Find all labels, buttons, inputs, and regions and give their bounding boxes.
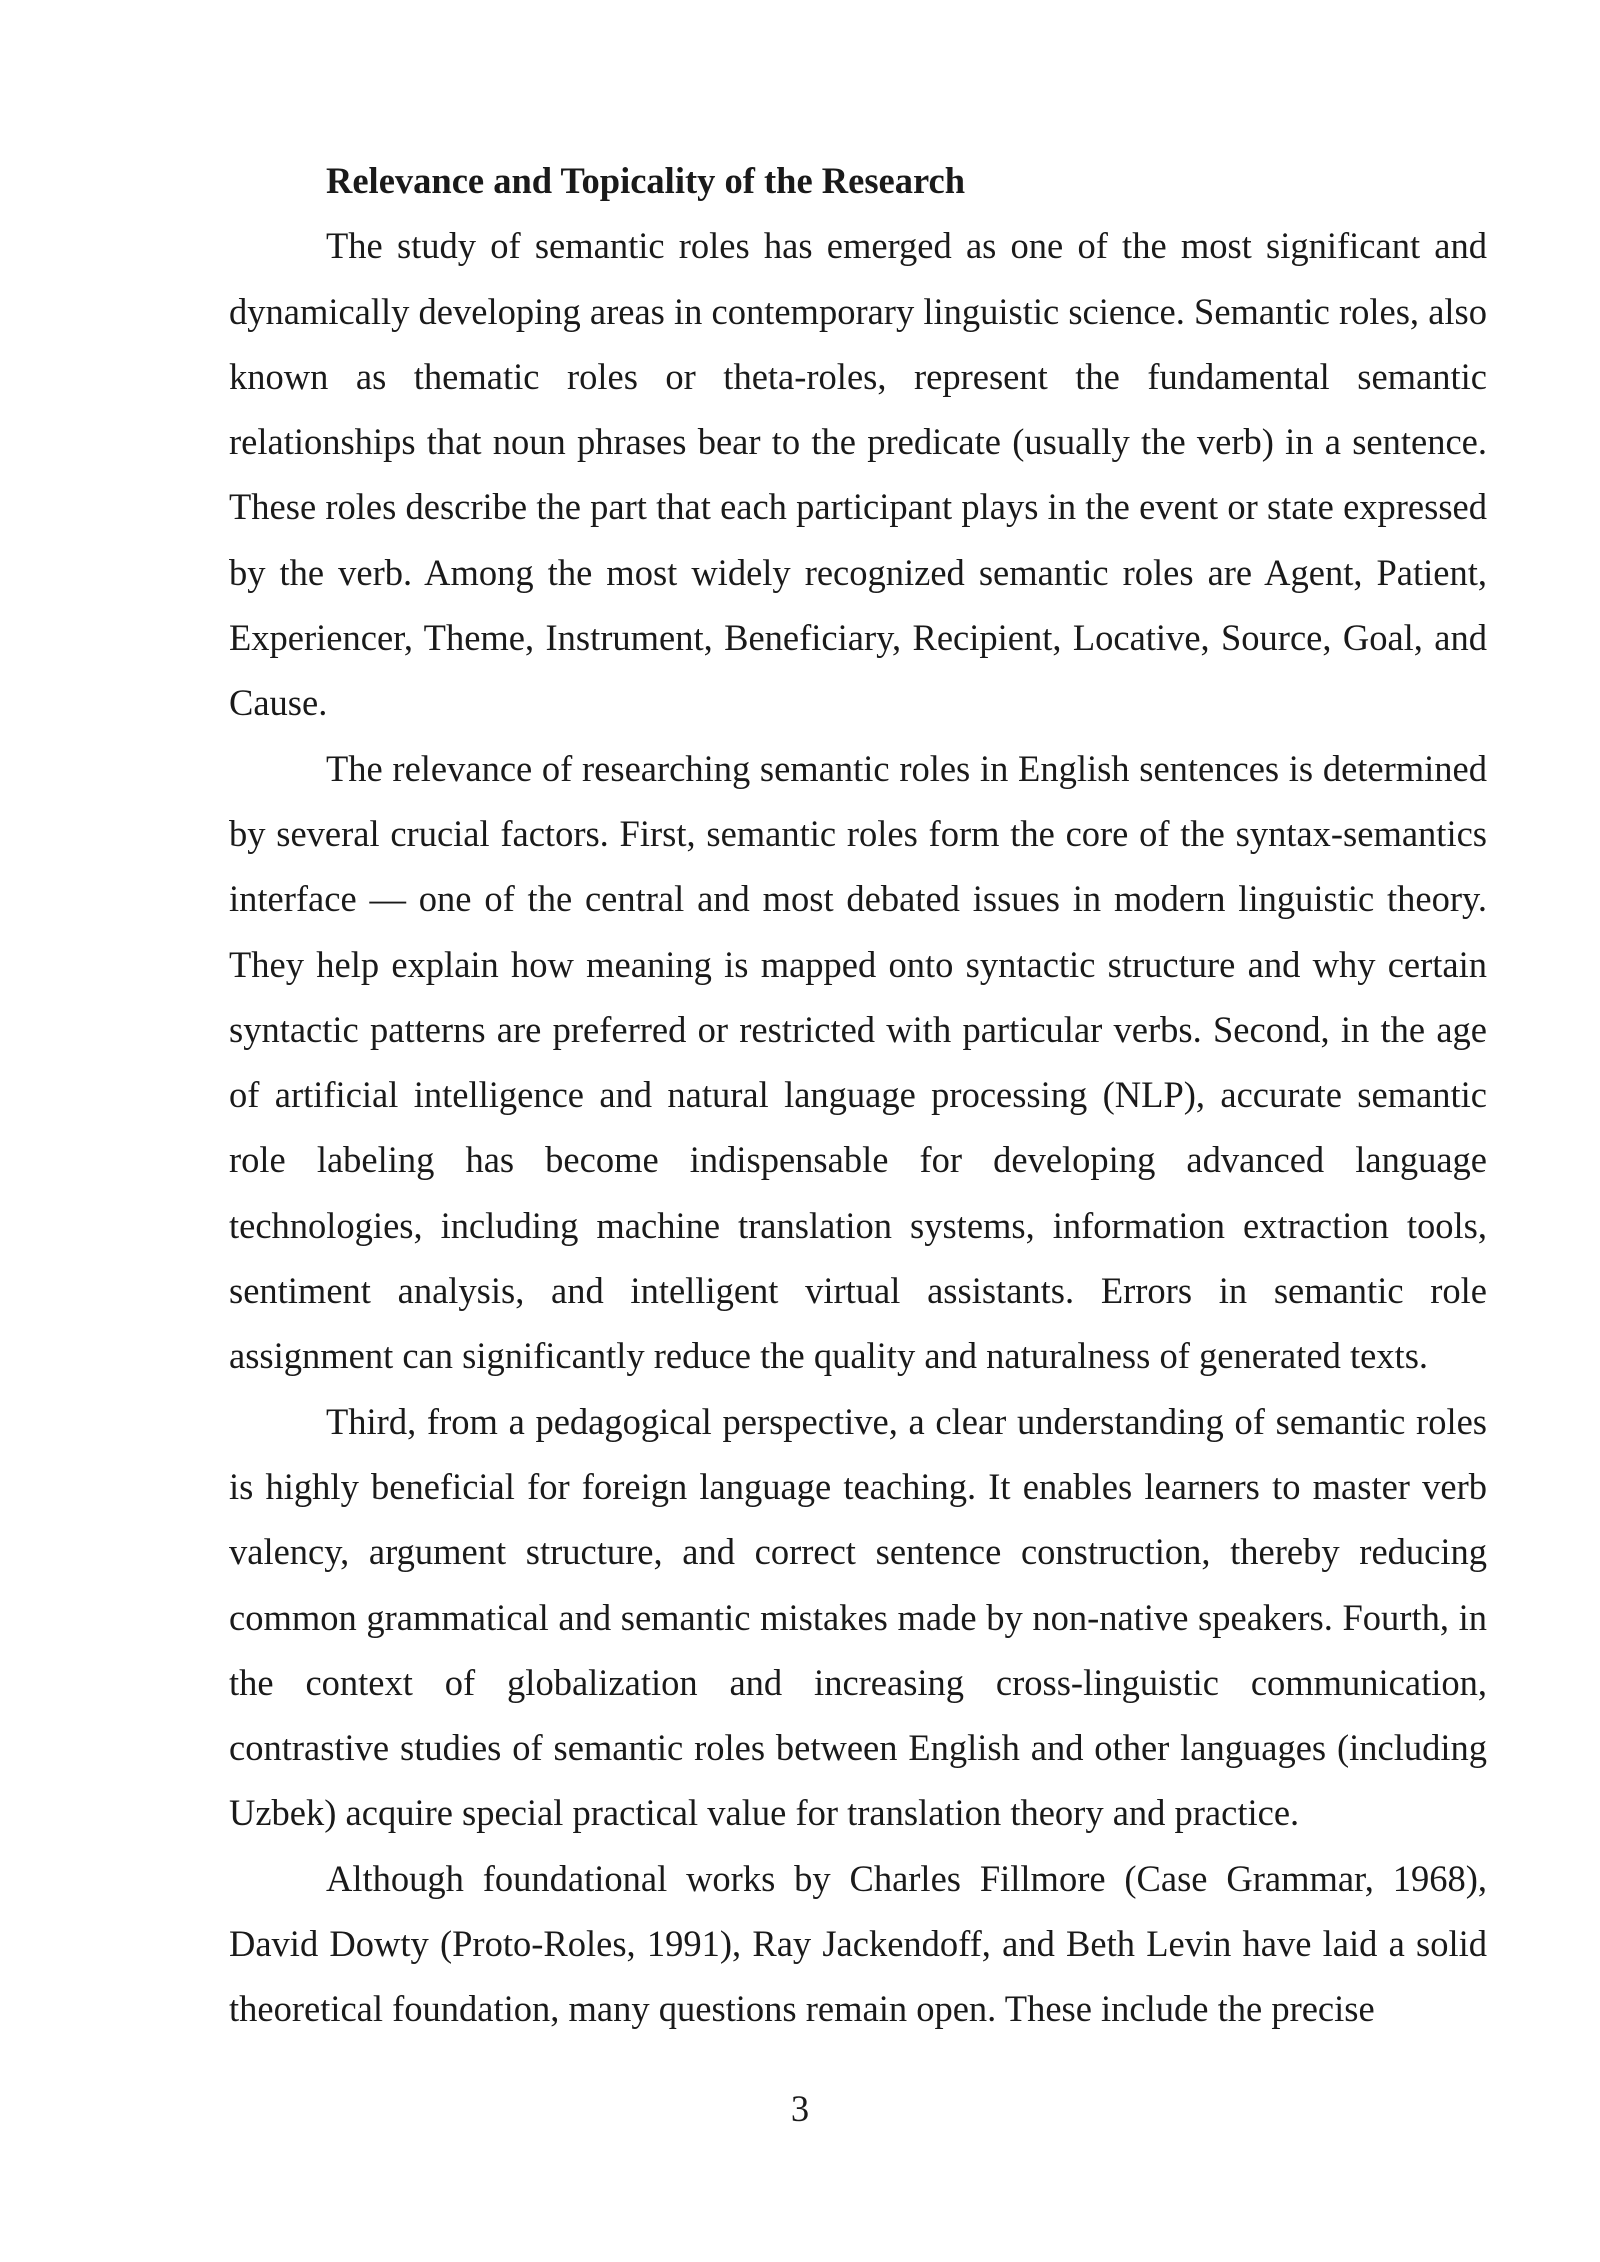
page-number: 3 xyxy=(790,2088,810,2129)
paragraph-3: Third, from a pedagogical perspective, a clear understanding of semantic roles is highly beneficial for foreign language teaching. It enables learners to master verb valency, argument structure, and correct sentence construction, thereby reducing common grammatical and semantic mistakes made by non-native speakers. Fourth, in the context of globalization and increasing cross-linguistic communication, contrastive studies of semantic roles between English and other languages (including Uzbek) acquire special practical value for translation theory and practice. xyxy=(229,1400,1487,1834)
section-heading: Relevance and Topicality of the Research xyxy=(326,160,966,201)
paragraph-4: Although foundational works by Charles Fillmore (Case Grammar, 1968), David Dowty (Proto-Roles, 1991), Ray Jackendoff, and Beth Levin have laid a solid theoretical foundation, many questions remain open. These include the precise xyxy=(229,1857,1487,2030)
body-text xyxy=(229,148,1487,2042)
paragraph-2: The relevance of researching semantic roles in English sentences is determined by several crucial factors. First, semantic roles form the core of the syntax-semantics interface — one of the central and most debated issues in modern linguistic theory. They help explain how meaning is mapped onto syntactic structure and why certain syntactic patterns are preferred or restricted with particular verbs. Second, in the age of artificial intelligence and natural language processing (NLP), accurate semantic role labeling has become indispensable for developing advanced language technologies, including machine translation systems, information extraction tools, sentiment analysis, and intelligent virtual assistants. Errors in semantic role assignment can significantly reduce the quality and naturalness of generated texts. xyxy=(229,747,1487,1377)
paragraph-1: The study of semantic roles has emerged as one of the most significant and dynamically developing areas in contemporary linguistic science. Semantic roles, also known as thematic roles or theta-roles, represent the fundamental semantic relationships that noun phrases bear to the predicate (usually the verb) in a sentence. These roles describe the part that each participant plays in the event or state expressed by the verb. Among the most widely recognized semantic roles are Agent, Patient, Experiencer, Theme, Instrument, Beneficiary, Recipient, Locative, Source, Goal, and Cause. xyxy=(229,225,1487,724)
